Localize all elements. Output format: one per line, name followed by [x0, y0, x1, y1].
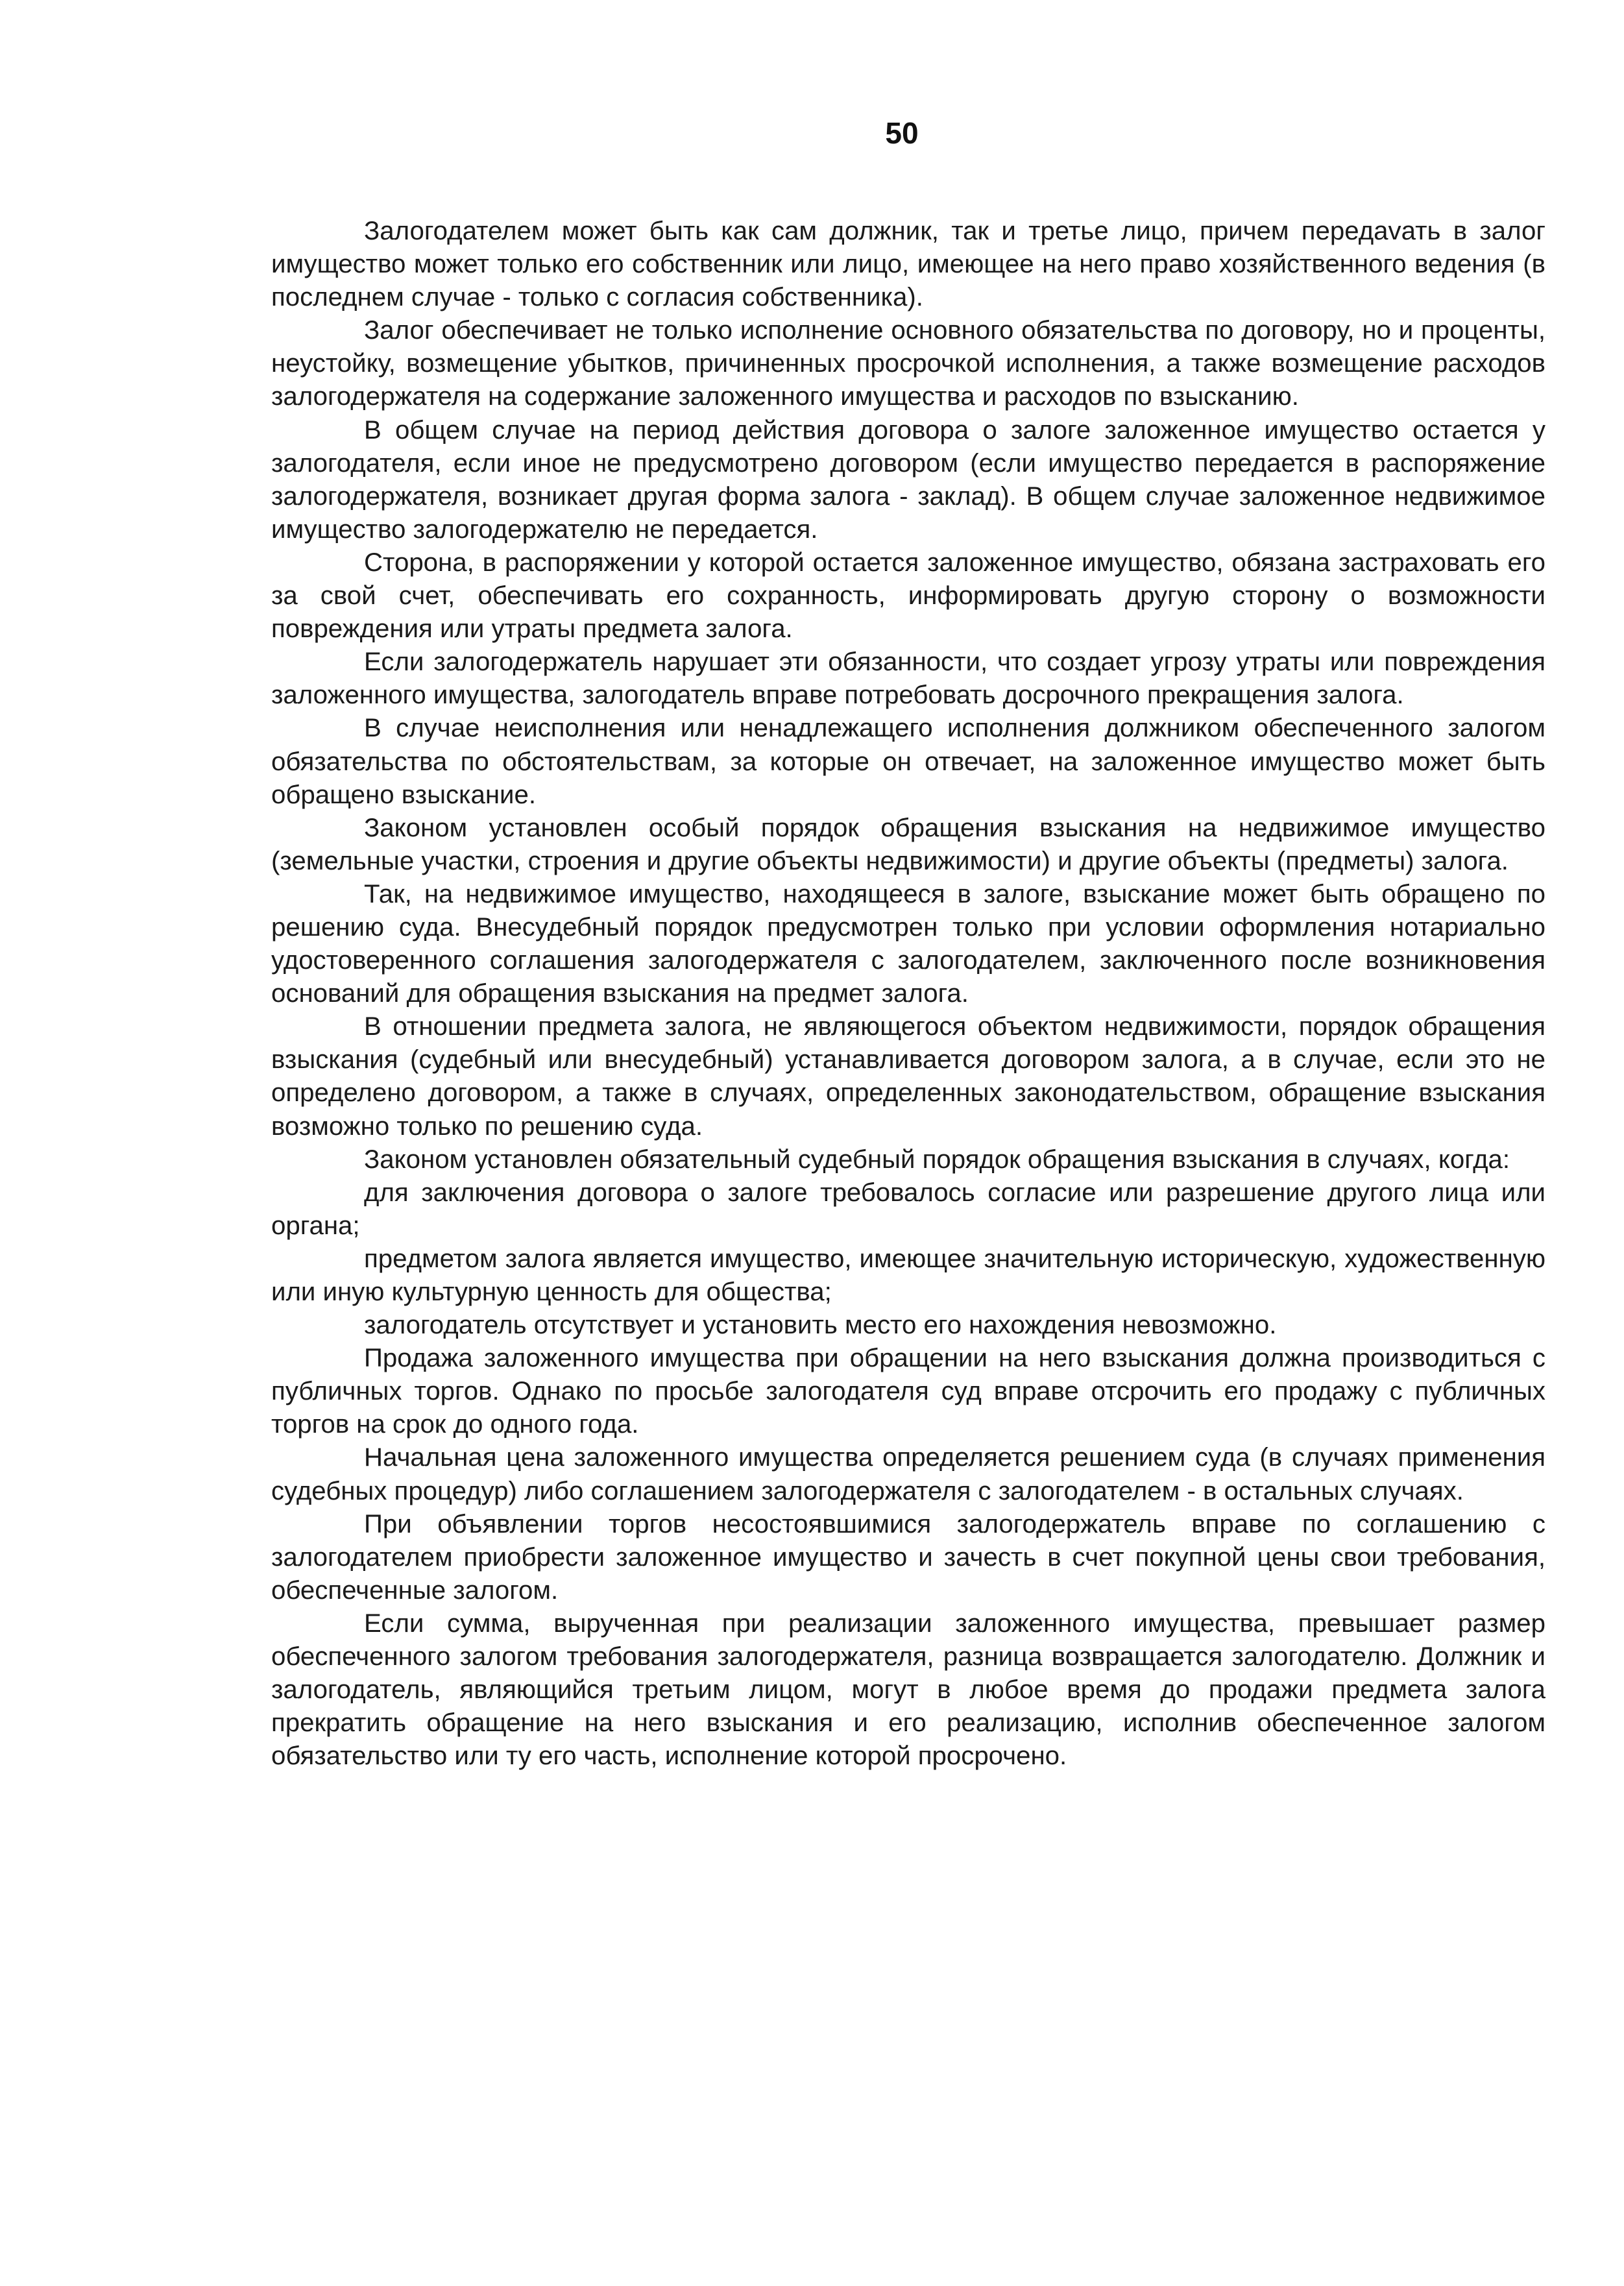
paragraph-11: Продажа заложенного имущества при обращении на него взыскания должна производиться с публичных торгов. Однако по просьбе залогодателя суд вправе отсрочить его продажу с публичных торгов на срок до одного года. [271, 1343, 1545, 1439]
paragraph-1: Залогодателем может быть как сам должник, так и третье лицо, причем передаvать в залог имущество может только его собственник или лицо, имеющее на него право хозяйственного ведения (в последнем случае - только с согласия собственника). [271, 216, 1545, 312]
paragraph-5: Если залогодержатель нарушает эти обязанности, что создает угрозу утраты или повреждения заложенного имущества, залогодатель вправе потребовать досрочного прекращения залога. [271, 647, 1545, 710]
page-number: 50 [885, 116, 919, 150]
paragraph-13: При объявлении торгов несостоявшимися залогодержатель вправе по соглашению с залогодателем приобрести заложенное имущество и зачесть в счет покупной цены свои требования, обеспеченные залогом. [271, 1509, 1545, 1605]
paragraph-12: Начальная цена заложенного имущества определяется решением суда (в случаях применения судебных процедур) либо соглашением залогодержателя с залогодателем - в остальных случаях. [271, 1442, 1545, 1505]
paragraph-6: В случае неисполнения или ненадлежащего исполнения должником обеспеченного залогом обязательства по обстоятельствам, за которые он отвечает, на заложенное имущество может быть обращено взыскание. [271, 713, 1545, 809]
paragraph-2: Залог обеспечивает не только исполнение основного обязательства по договору, но и проценты, неустойку, возмещение убытков, причиненных просрочкой исполнения, а также возмещение расходов залогодержателя на содержание заложенного имущества и расходов по взысканию. [271, 315, 1545, 411]
paragraph-4: Сторона, в распоряжении у которой остается заложенное имущество, обязана застраховать его за свой счет, обеспечивать его сохранность, информировать другую сторону о возможности повреждения или утраты предмета залога. [271, 547, 1545, 644]
list-item-2: предметом залога является имущество, имеющее значительную историческую, художественную или иную культурную ценность для общества; [271, 1243, 1545, 1306]
paragraph-7: Законом установлен особый порядок обращения взыскания на недвижимое имущество (земельные участки, строения и другие объекты недвижимости) и другие объекты (предметы) залога. [271, 812, 1545, 875]
paragraph-10: Законом установлен обязательный судебный порядок обращения взыскания в случаях, когда: [364, 1144, 1510, 1174]
list-item-3: залогодатель отсутствует и установить место его нахождения невозможно. [364, 1310, 1277, 1340]
paragraph-14: Если сумма, вырученная при реализации заложенного имущества, превышает размер обеспеченного залогом требования залогодержателя, разница возвращается залогодателю. Должник и залогодатель, являющийся третьим лицом, могут в любое время до продажи предмета залога прекратить обращение на него взыскания и его реализацию, исполнив обеспеченное залогом обязательство или ту его часть, исполнение которой просрочено. [271, 1608, 1545, 1771]
body-text [271, 214, 1545, 1772]
list-item-1: для заключения договора о залоге требовалось согласие или разрешение другого лица или органа; [271, 1177, 1545, 1240]
paragraph-9: В отношении предмета залога, не являющегося объектом недвижимости, порядок обращения взыскания (судебный или внесудебный) устанавливается договором залога, а в случае, если это не определено договором, а также в случаях, определенных законодательством, обращение взыскания возможно только по решению суда. [271, 1012, 1545, 1141]
paragraph-8: Так, на недвижимое имущество, находящееся в залоге, взыскание может быть обращено по решению суда. Внесудебный порядок предусмотрен только при условии оформления нотариально удостоверенного соглашения залогодержателя с залогодателем, заключенного после возникновения оснований для обращения взыскания на предмет залога. [271, 879, 1545, 1008]
paragraph-3: В общем случае на период действия договора о залоге заложенное имущество остается у залогодателя, если иное не предусмотрено договором (если имущество передается в распоряжение залогодержателя, возникает другая форма залога - заклад). В общем случае заложенное недвижимое имущество залогодержателю не передается. [271, 415, 1545, 544]
